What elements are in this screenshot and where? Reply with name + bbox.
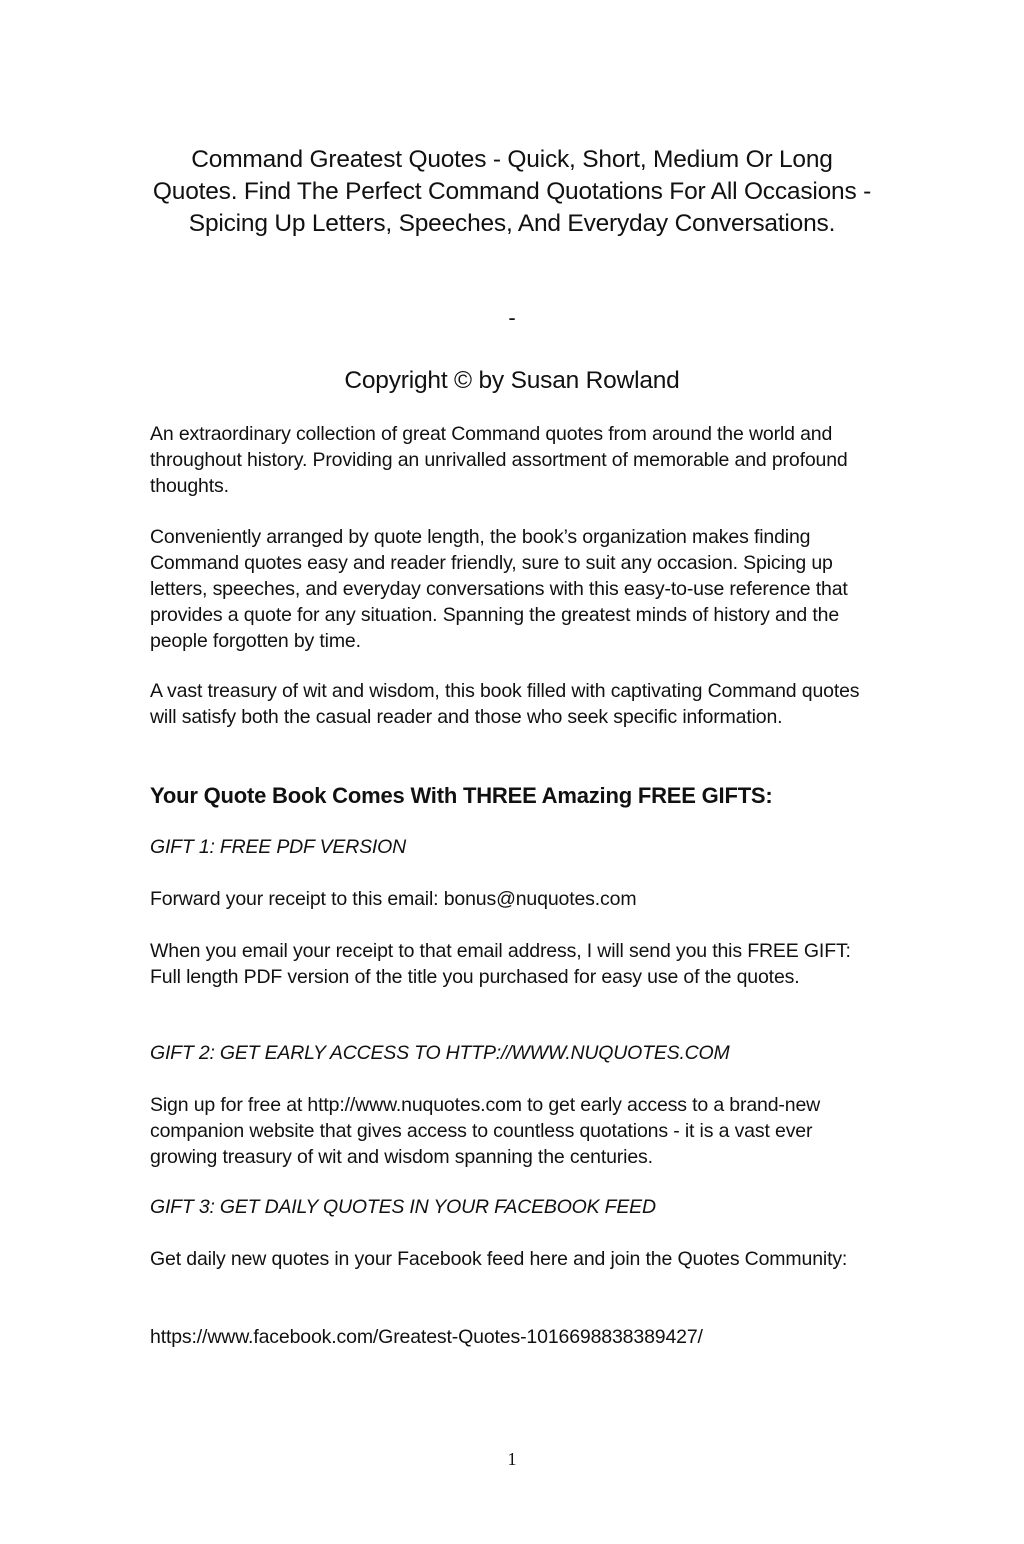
gifts-heading: Your Quote Book Comes With THREE Amazing FREE GIFTS: <box>150 783 773 808</box>
gift-2-title: GIFT 2: GET EARLY ACCESS TO HTTP://WWW.NUQUOTES.COM <box>150 1042 730 1064</box>
gift-1-description: When you email your receipt to that email address, I will send you this FREE GIFT: Full length PDF version of the title you purchased for easy use of the quotes. <box>150 940 851 988</box>
intro-paragraph-2: Conveniently arranged by quote length, the book’s organization makes finding Command quotes easy and reader friendly, sure to suit any occasion. Spicing up letters, speeches, and everyday conversations with this easy-to-use reference that provides a quote for any situation. Spanning the greatest minds of history and the people forgotten by time. <box>150 526 848 652</box>
gift-3-description: Get daily new quotes in your Facebook feed here and join the Quotes Community: <box>150 1248 848 1270</box>
gift-2-description: Sign up for free at http://www.nuquotes.com to get early access to a brand-new companion website that gives access to countless quotations - it is a vast ever growing treasury of wit and wisdom spanning the centuries. <box>150 1094 821 1168</box>
page-number: 1 <box>507 1449 517 1469</box>
copyright-line: Copyright © by Susan Rowland <box>344 367 680 394</box>
gift-1-title: GIFT 1: FREE PDF VERSION <box>150 836 406 858</box>
document-title: Command Greatest Quotes - Quick, Short, Medium Or Long Quotes. Find The Perfect Command Quotations For All Occasions - Spicing Up Letters, Speeches, And Everyday Conversations. <box>152 146 872 237</box>
title-separator: - <box>508 305 516 330</box>
gift-1-email-line: Forward your receipt to this email: bonus@nuquotes.com <box>150 888 637 910</box>
intro-paragraph-1: An extraordinary collection of great Command quotes from around the world and throughout history. Providing an unrivalled assortment of memorable and profound thoughts. <box>150 423 848 497</box>
gift-3-title: GIFT 3: GET DAILY QUOTES IN YOUR FACEBOOK FEED <box>150 1196 656 1218</box>
facebook-link: https://www.facebook.com/Greatest-Quotes-1016698838389427/ <box>150 1326 703 1348</box>
intro-paragraph-3: A vast treasury of wit and wisdom, this book filled with captivating Command quotes will satisfy both the casual reader and those who seek specific information. <box>150 680 860 728</box>
